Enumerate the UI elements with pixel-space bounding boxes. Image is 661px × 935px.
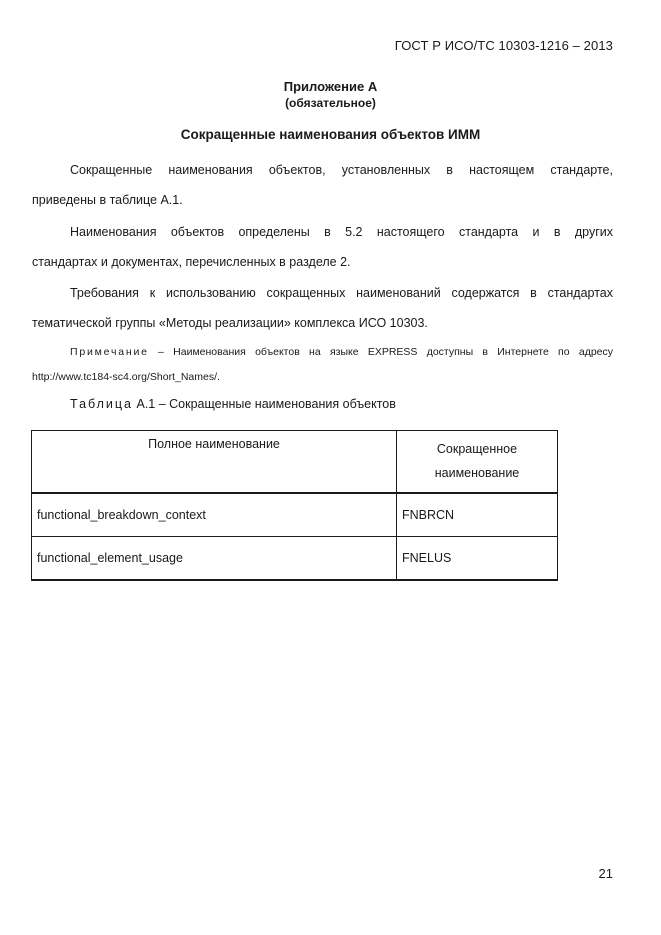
table-row <box>32 537 558 581</box>
column-header-full-name: Полное наименование <box>32 431 397 494</box>
table-header-row <box>32 431 558 494</box>
short-name-cell: FNBRCN <box>397 493 558 537</box>
paragraph-line: стандартах и документах, перечисленных в разделе 2. <box>32 255 351 269</box>
paragraph-1 <box>32 155 613 215</box>
paragraph-line: тематической группы «Методы реализации» комплекса ИСО 10303. <box>32 316 428 330</box>
paragraph-line: Сокращенные наименования объектов, установленных в настоящем стандарте, <box>70 163 613 177</box>
note-text: – Наименования объектов на языке EXPRESS доступны в Интернете по адресу <box>148 346 613 358</box>
table-caption-label: Таблица <box>70 397 134 411</box>
section-title: Сокращенные наименования объектов ИММ <box>180 127 481 142</box>
paragraph-line: Требования к использованию сокращенных наименований содержатся в стандартах <box>70 286 613 300</box>
full-name-cell: functional_breakdown_context <box>32 493 397 537</box>
note <box>32 340 613 390</box>
table-caption-text: А.1 – Сокращенные наименования объектов <box>133 397 396 411</box>
note-line <box>32 340 613 365</box>
page-number: 21 <box>598 866 613 881</box>
table-row <box>32 493 558 537</box>
short-name-cell: FNELUS <box>397 537 558 581</box>
paragraph-2 <box>32 217 613 277</box>
paragraph-3 <box>32 278 613 338</box>
note-label: Примечание <box>70 346 149 358</box>
paragraph-line: приведены в таблице А.1. <box>32 193 183 207</box>
column-header-short-name: Сокращенное наименование <box>397 431 558 494</box>
abbreviations-table <box>31 430 558 581</box>
document-code: ГОСТ Р ИСО/ТС 10303-1216 – 2013 <box>394 38 613 53</box>
annex-title: Приложение А <box>283 79 378 94</box>
full-name-cell: functional_element_usage <box>32 537 397 581</box>
table-caption <box>70 397 396 411</box>
annex-subtitle: (обязательное) <box>285 96 376 110</box>
paragraph-line: Наименования объектов определены в 5.2 настоящего стандарта и в других <box>70 225 613 239</box>
note-url: http://www.tc184-sc4.org/Short_Names/. <box>32 371 220 383</box>
